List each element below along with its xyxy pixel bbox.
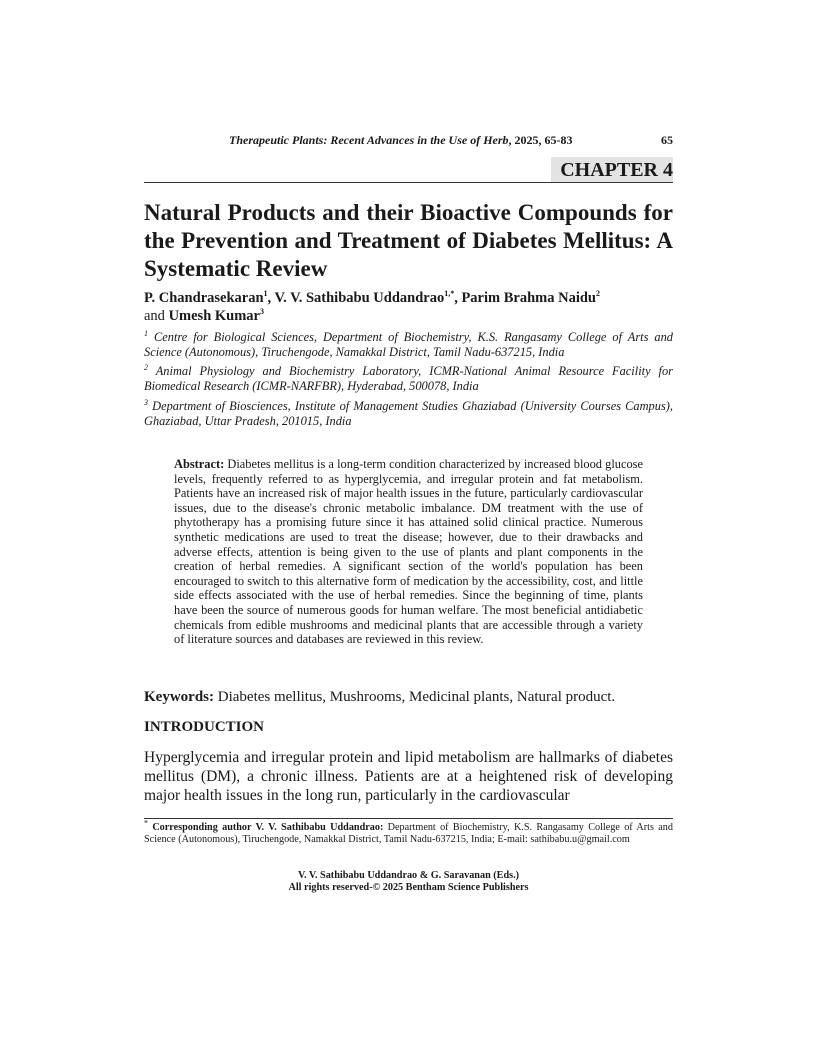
abstract-text: Diabetes mellitus is a long-term condition characterized by increased blood glucose levels, frequently referred to as hyperglycemia, and irregular protein and fat metabolism. Patients have an increased risk of major health issues in the future, particularly cardiovascular issues, due to the disease's chronic metabolic imbalance. DM treatment with the use of phytotherapy has a promising future since it has attained solid clinical practice. Numerous synthetic medications are used to treat the disease; however, due to their drawbacks and adverse effects, attention is being given to the use of plants and plant components in the creation of herbal remedies. A significant section of the world's population has been encouraged to switch to this alternative form of medication by the accessibility, cost, and little side effects associated with the use of herbal remedies. Since the beginning of time, plants have been the source of numerous goods for human welfare. The most beneficial antidiabetic chemicals from edible mushrooms and medicinal plants that are accessible through a variety of literature sources and databases are reviewed in this review. bbox=[174, 457, 643, 647]
page-number: 65 bbox=[661, 133, 673, 147]
author-affiliation-mark: 3 bbox=[260, 307, 264, 317]
footnote-divider bbox=[144, 818, 673, 819]
footnote-text: Department of Biochemistry, K.S. Rangasamy College of Arts and Science (Autonomous), Tiruchengode, Namakkal District, Tamil Nadu-637215, India; E-mail: sathibabu.u@gmail.com bbox=[144, 822, 673, 845]
author-affiliation-mark: 1 bbox=[263, 289, 268, 299]
journal-details: , 2025, 65-83 bbox=[508, 133, 573, 147]
affiliation bbox=[144, 364, 673, 393]
author-name: Umesh Kumar bbox=[168, 308, 260, 324]
affiliation-mark: 2 bbox=[144, 362, 148, 372]
footnote-label: Corresponding author V. V. Sathibabu Uddandrao: bbox=[152, 822, 384, 833]
journal-title: Therapeutic Plants: Recent Advances in the Use of Herb bbox=[229, 133, 509, 147]
abstract bbox=[174, 457, 643, 647]
affiliation bbox=[144, 399, 673, 428]
author-affiliation-mark: 1,* bbox=[444, 289, 455, 299]
author-affiliation-mark: 2 bbox=[595, 289, 600, 299]
affiliation-text: Animal Physiology and Biochemistry Laboratory, ICMR-National Animal Resource Facility for Biomedical Research (ICMR-NARFBR), Hyderabad, 500078, India bbox=[144, 364, 673, 393]
affiliation-mark: 3 bbox=[144, 397, 148, 407]
author-separator: , bbox=[454, 290, 462, 306]
footer-editors: V. V. Sathibabu Uddandrao & G. Saravanan (Eds.) bbox=[297, 870, 520, 881]
chapter-divider bbox=[144, 182, 673, 183]
corresponding-author-footnote bbox=[144, 818, 673, 845]
keywords-label: Keywords: bbox=[144, 689, 214, 705]
affiliation bbox=[144, 330, 673, 359]
author-name: V. V. Sathibabu Uddandrao bbox=[274, 290, 445, 306]
author-conjunction: and bbox=[144, 308, 165, 324]
author-name: P. Chandrasekaran bbox=[144, 290, 264, 306]
running-header bbox=[229, 133, 673, 148]
footer-rights: All rights reserved-© 2025 Bentham Science Publishers bbox=[288, 882, 529, 893]
affiliation-text: Centre for Biological Sciences, Department of Biochemistry, K.S. Rangasamy College of Arts and Science (Autonomous), Tiruchengode, Namakkal District, Tamil Nadu-637215, India bbox=[144, 330, 674, 359]
introduction-paragraph: Hyperglycemia and irregular protein and lipid metabolism are hallmarks of diabetes mellitus (DM), a chronic illness. Patients are at a heightened risk of developing major health issues in the long run, particularly in the cardiovascular bbox=[144, 749, 673, 804]
affiliation-text: Department of Biosciences, Institute of Management Studies Ghaziabad (University Courses Campus), Ghaziabad, Uttar Pradesh, 201015, India bbox=[144, 399, 673, 428]
affiliation-mark: 1 bbox=[144, 328, 148, 338]
author-list bbox=[144, 289, 673, 325]
author-name: Parim Brahma Naidu bbox=[461, 290, 596, 306]
chapter-label: CHAPTER 4 bbox=[551, 157, 673, 182]
keywords-text: Diabetes mellitus, Mushrooms, Medicinal plants, Natural product. bbox=[217, 689, 616, 705]
section-heading: INTRODUCTION bbox=[144, 719, 265, 735]
abstract-label: Abstract: bbox=[174, 457, 225, 471]
footnote-mark: * bbox=[144, 818, 148, 828]
author-separator: , bbox=[267, 290, 275, 306]
chapter-title: Natural Products and their Bioactive Compounds for the Prevention and Treatment of Diabetes Mellitus: A Systematic Review bbox=[144, 200, 673, 281]
keywords bbox=[144, 688, 673, 706]
